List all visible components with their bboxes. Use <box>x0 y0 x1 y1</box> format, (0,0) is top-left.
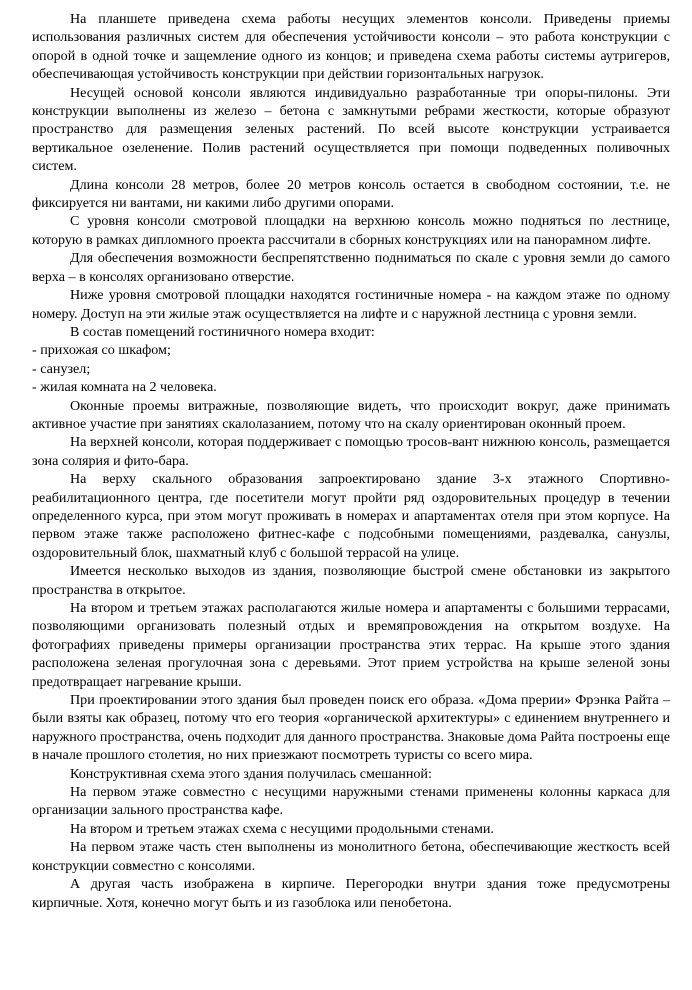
paragraph: С уровня консоли смотровой площадки на верхнюю консоль можно подняться по лестнице, которую в рамках дипломного проекта рассчитали в сборных конструкциях или на панорамном лифте. <box>32 213 670 248</box>
paragraph: На верхней консоли, которая поддерживает с помощью тросов-вант нижнюю консоль, размещается зона солярия и фито-бара. <box>32 434 670 469</box>
list-item: - санузел; <box>32 360 91 377</box>
paragraph: Конструктивная схема этого здания получилась смешанной: <box>70 765 432 782</box>
list-item: - прихожая со шкафом; <box>32 342 171 359</box>
paragraph: Оконные проемы витражные, позволяющие видеть, что происходит вокруг, даже принимать активное участие при занятиях скалолазанием, потому что на скалу ориентирован оконный проем. <box>32 397 670 432</box>
paragraph: А другая часть изображена в кирпиче. Перегородки внутри здания тоже предусмотрены кирпичные. Хотя, конечно могут быть и из газоблока или пенобетона. <box>32 876 670 911</box>
list-item: - жилая комната на 2 человека. <box>32 379 217 396</box>
paragraph: На первом этаже часть стен выполнены из монолитного бетона, обеспечивающие жесткость всей конструкции совместно с консолями. <box>32 839 670 874</box>
paragraph: Ниже уровня смотровой площадки находятся гостиничные номера - на каждом этаже по одному номеру. Доступ на эти жилые этаж осуществляется на лифте и с наружной лестница с уровня земли. <box>32 287 670 322</box>
paragraph: Имеется несколько выходов из здания, позволяющие быстрой смене обстановки из закрытого пространства в открытое. <box>32 563 670 598</box>
paragraph: Для обеспечения возможности беспрепятственно подниматься по скале с уровня земли до самого верха – в консолях организовано отверстие. <box>32 250 670 285</box>
paragraph: На первом этаже совместно с несущими наружными стенами применены колонны каркаса для организации зального пространства кафе. <box>32 784 670 819</box>
paragraph: Несущей основой консоли являются индивидуально разработанные три опоры-пилоны. Эти конструкции выполнены из железо – бетона с замкнутыми ребрами жесткости, которые образуют пространство для размещения зеленых растений. По всей высоте конструкции устраивается вертикальное озеленение. Полив растений осуществляется при помощи подведенных поливочных систем. <box>32 84 670 175</box>
paragraph: На верху скального образования запроектировано здание 3-х этажного Спортивно-реабилитационного центра, где посетители могут пройти ряд оздоровительных процедур в течении определенного курса, при этом могут проживать в номерах и апартаментах отеля при этом корпусе. На первом этаже также расположено фитнес-кафе с подсобными помещениями, раздевалка, санузлы, оздоровительный блок, шахматный клуб с большой террасой на улице. <box>32 471 670 561</box>
paragraph: На планшете приведена схема работы несущих элементов консоли. Приведены приемы использования различных систем для обеспечения устойчивости консоли – это работа конструкции с опорой в одной точке и защемление одного из концов; и приведена схема работы системы аутригеров, обеспечивающая устойчивость конструкции при действии горизонтальных нагрузок. <box>32 11 670 83</box>
paragraph: Длина консоли 28 метров, более 20 метров консоль остается в свободном состоянии, т.е. не фиксируется ни вантами, ни какими либо другими опорами. <box>32 176 670 212</box>
document-page <box>32 10 670 912</box>
paragraph: В состав помещений гостиничного номера входит: <box>70 323 375 340</box>
paragraph: На втором и третьем этажах располагаются жилые номера и апартаменты с большими террасами, позволяющими организовать полезный отдых и времяпровождения на открытом воздухе. На фотографиях приведены примеры организации пространства этих террас. На крыше этого здания расположена зеленая прогулочная зона с деревьями. Этот прием устройства на крыше зеленой зоны предотвращает нагревание крыши. <box>32 600 670 690</box>
paragraph: При проектировании этого здания был проведен поиск его образа. «Дома прерии» Фрэнка Райта – были взяты как образец, потому что его теория «органической архитектуры» с единением внутреннего и наружного пространства, очень подходит для данного пространства. Знаковые дома Райта построены еще в начале прошлого столетия, но них приезжают посмотреть туристы со всего мира. <box>32 692 670 764</box>
paragraph: На втором и третьем этажах схема с несущими продольными стенами. <box>70 820 494 837</box>
